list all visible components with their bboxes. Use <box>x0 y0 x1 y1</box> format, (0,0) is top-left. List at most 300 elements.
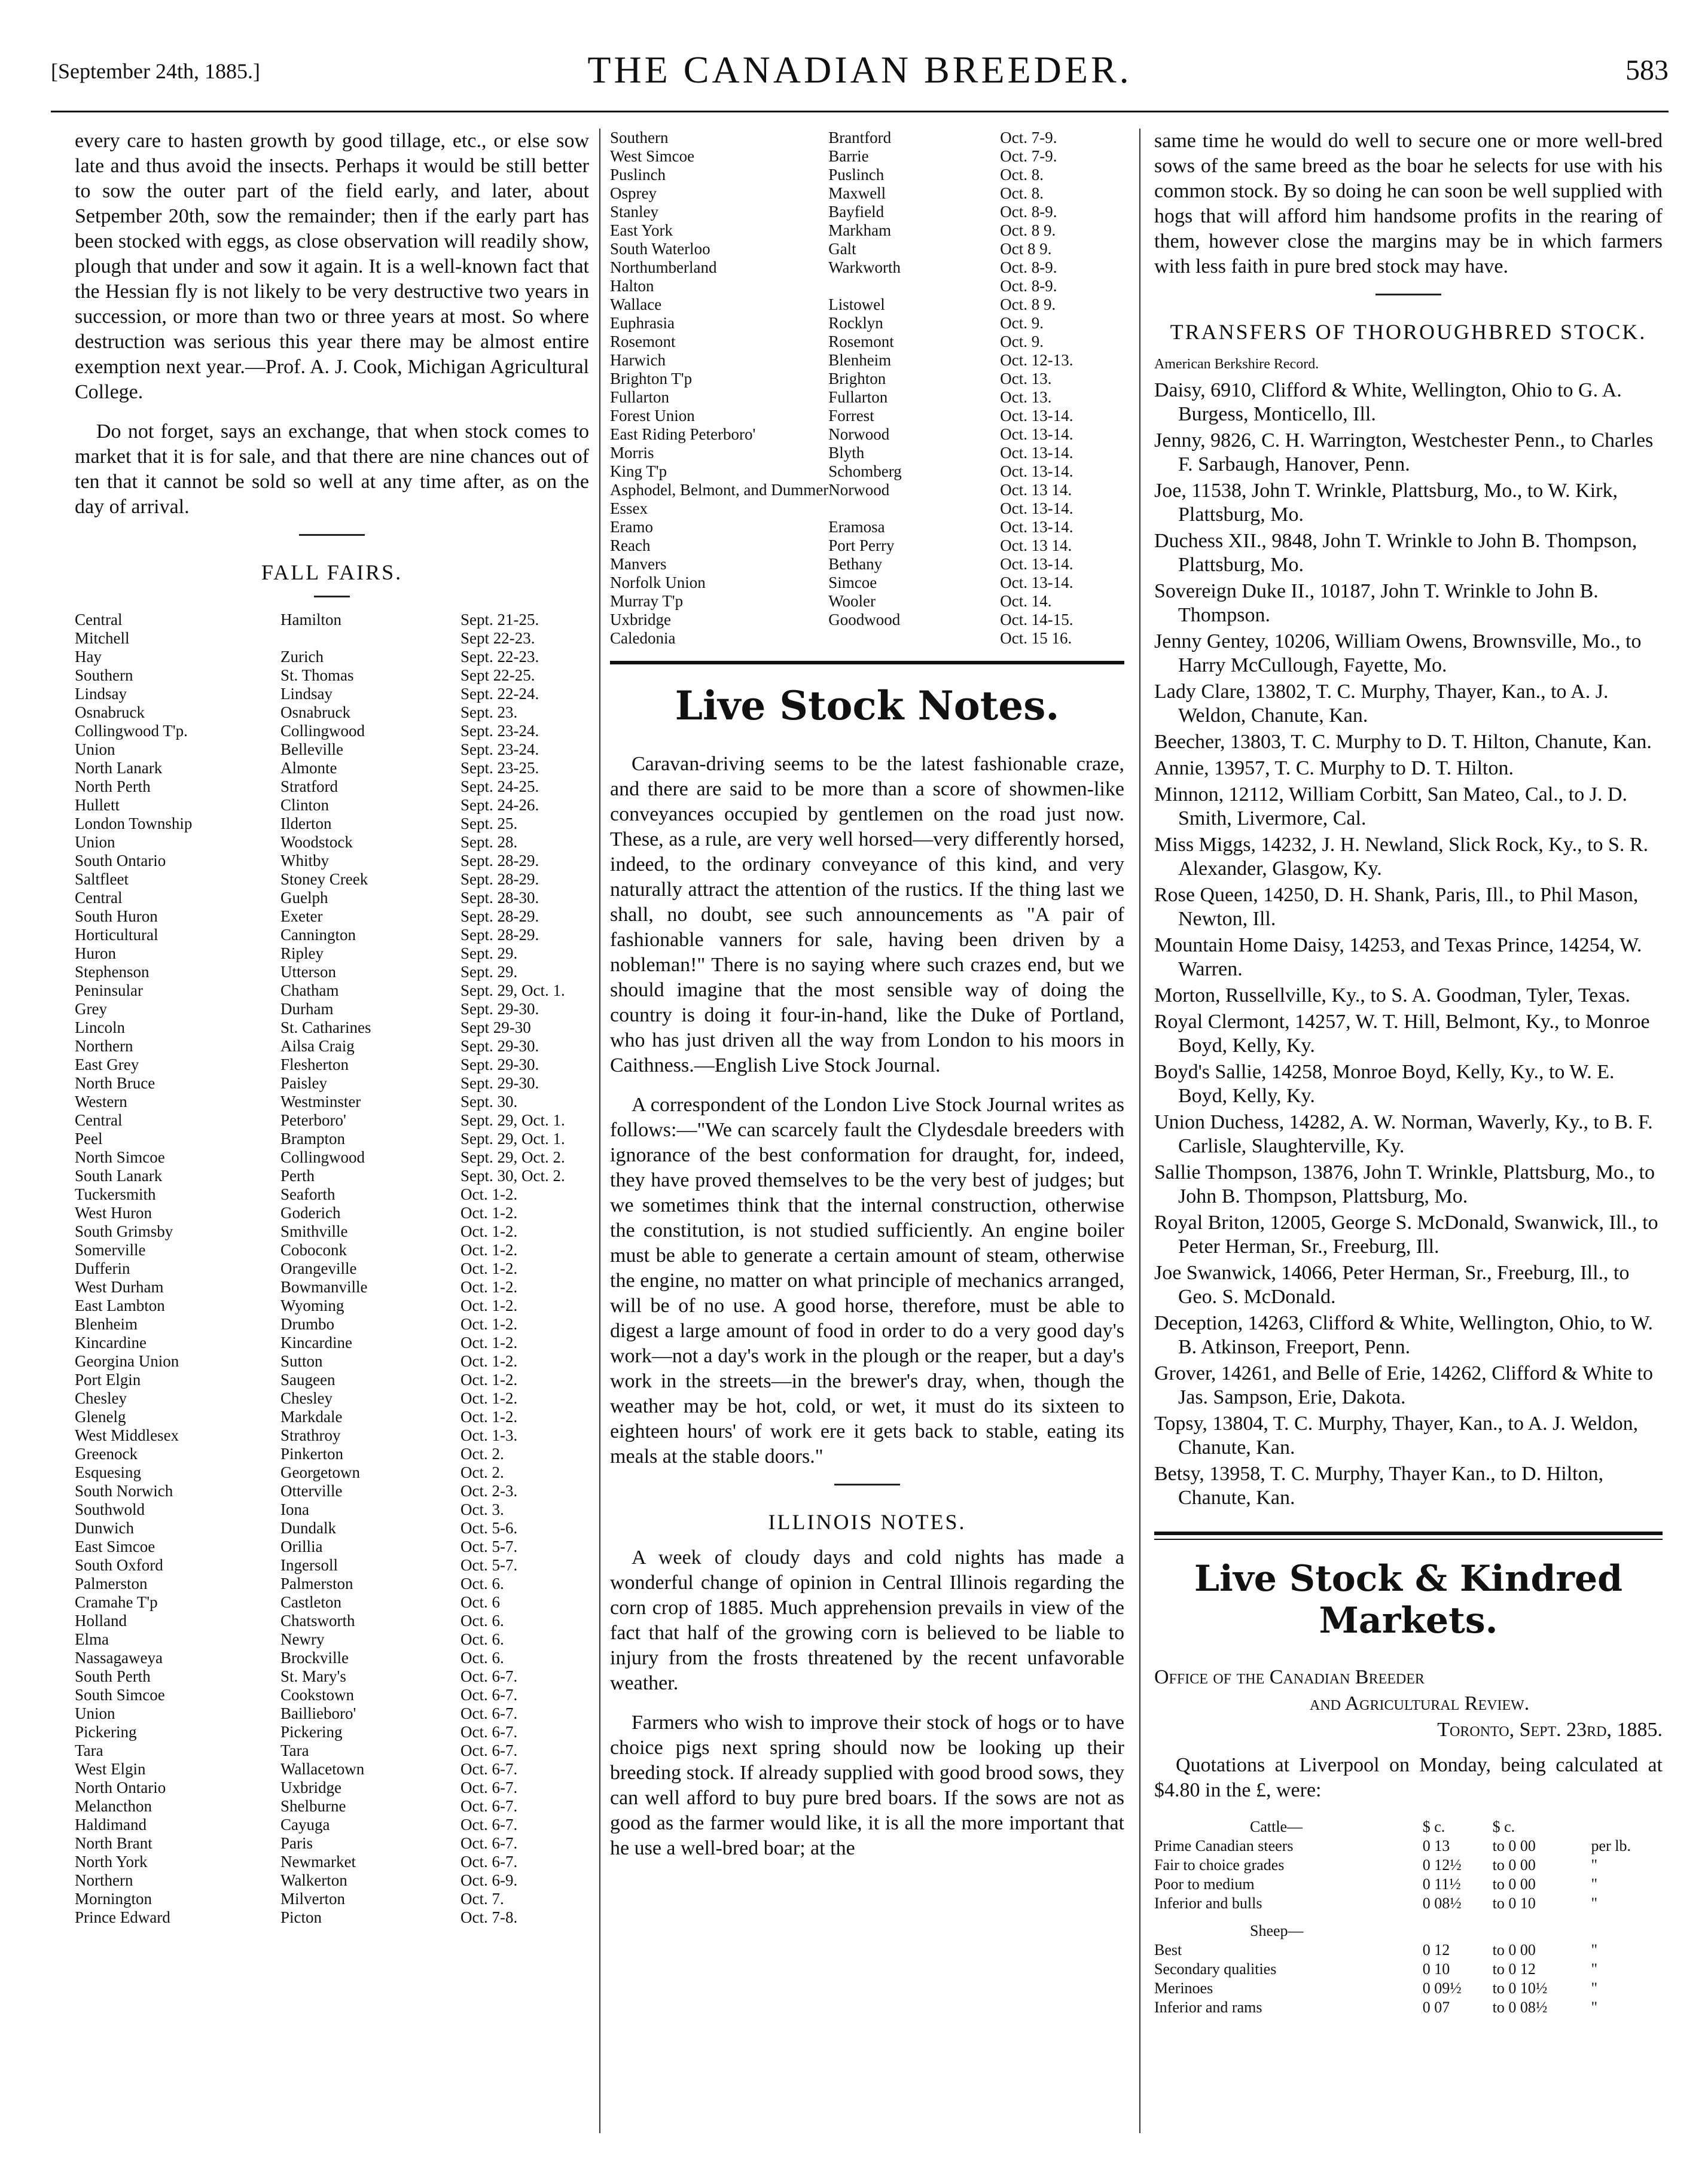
fair-row <box>75 796 589 815</box>
fair-society: North Perth <box>75 777 151 795</box>
fair-town: Baillieboro' <box>280 1704 356 1722</box>
fair-town: Warkworth <box>828 258 901 276</box>
fair-row <box>75 759 589 777</box>
fair-date: Sept. 28-29. <box>460 926 539 944</box>
fair-society: Forest Union <box>610 407 695 425</box>
fair-society: Stephenson <box>75 963 150 981</box>
fair-date: Oct. 9. <box>1000 333 1044 350</box>
fair-row <box>75 1667 589 1686</box>
fair-row <box>75 1779 589 1797</box>
fair-date: Oct. 6. <box>460 1575 504 1593</box>
fair-row <box>75 1371 589 1389</box>
fairs-table-continued <box>610 129 1124 648</box>
fair-town: Tara <box>280 1741 309 1759</box>
fair-row <box>75 1167 589 1185</box>
fair-society: Port Elgin <box>75 1371 141 1389</box>
fair-date: Oct. 1-2. <box>460 1222 518 1240</box>
fair-row <box>610 518 1124 536</box>
fair-row <box>75 1352 589 1371</box>
fair-society: Somerville <box>75 1241 146 1259</box>
fair-society: South Simcoe <box>75 1686 165 1704</box>
fair-town: Collingwood <box>280 722 365 740</box>
fair-row <box>75 1871 589 1890</box>
fair-row <box>75 1426 589 1445</box>
transfer-entry: Annie, 13957, T. C. Murphy to D. T. Hilton. <box>1154 757 1514 779</box>
section-divider <box>314 596 350 597</box>
fair-date: Oct. 8. <box>1000 184 1044 202</box>
transfer-entry: Boyd's Sallie, 14258, Monroe Boyd, Kelly, Ky., to W. E. Boyd, Kelly, Ky. <box>1154 1061 1615 1107</box>
fair-date: Oct. 6. <box>460 1630 504 1648</box>
fair-society: North York <box>75 1853 148 1871</box>
fair-town: Bowmanville <box>280 1278 368 1296</box>
fair-town: Milverton <box>280 1890 345 1908</box>
price-low: 0 08½ <box>1422 1895 1462 1912</box>
fall-fairs-heading: FALL FAIRS. <box>261 560 403 584</box>
cattle-row <box>1154 1875 1663 1894</box>
fair-row <box>75 1575 589 1593</box>
fair-town: St. Mary's <box>280 1667 346 1685</box>
newspaper-title: THE CANADIAN BREEDER. <box>587 48 1132 91</box>
column-2 <box>610 129 1124 2145</box>
fair-town: Shelburne <box>280 1797 346 1815</box>
fair-row <box>75 740 589 759</box>
transfer-entry: Grover, 14261, and Belle of Erie, 14262, Clifford & White to Jas. Sampson, Erie, Dakota. <box>1154 1362 1653 1408</box>
fair-society: Western <box>75 1093 127 1111</box>
page-number: 583 <box>1625 54 1669 86</box>
fair-date: Sept. 29, Oct. 1. <box>460 1130 565 1148</box>
price-header: $ c. <box>1422 1818 1445 1835</box>
fair-society: Peninsular <box>75 981 143 999</box>
fair-town: Palmerston <box>280 1575 353 1593</box>
fair-row <box>75 926 589 944</box>
office-line: Office of the Canadian Breeder <box>1154 1666 1425 1688</box>
fair-society: West Simcoe <box>610 147 695 165</box>
fair-town: Stratford <box>280 777 338 795</box>
fair-society: Mitchell <box>75 629 130 647</box>
fair-row <box>75 1741 589 1760</box>
fair-town: Ilderton <box>280 815 332 832</box>
fair-row <box>75 1686 589 1704</box>
sheep-row <box>1154 1979 1663 1998</box>
fair-town: Cannington <box>280 926 356 944</box>
fair-town: Norwood <box>828 425 890 443</box>
fair-town: Westminster <box>280 1093 361 1111</box>
section-divider <box>299 534 365 536</box>
fair-society: Dufferin <box>75 1259 130 1277</box>
fair-date: Sept. 29, Oct. 2. <box>460 1148 565 1166</box>
fair-society: Pickering <box>75 1723 137 1741</box>
fair-row <box>75 1074 589 1093</box>
fair-row <box>610 351 1124 370</box>
fair-town: Lindsay <box>280 685 333 703</box>
fair-date: Oct. 8-9. <box>1000 203 1057 221</box>
grade: Inferior and rams <box>1154 1999 1262 2016</box>
fair-date: Oct. 6. <box>460 1649 504 1667</box>
fair-row <box>75 1408 589 1426</box>
column-divider <box>1139 129 1140 2133</box>
fair-row <box>75 1000 589 1018</box>
fair-row <box>75 1259 589 1278</box>
transfer-entry: Jenny Gentey, 10206, William Owens, Brownsville, Mo., to Harry McCullough, Fayette, Mo. <box>1154 630 1642 676</box>
section-rule <box>610 661 1124 664</box>
fair-row <box>75 685 589 703</box>
fair-date: Oct. 6-7. <box>460 1853 518 1871</box>
fair-date: Sept. 22-23. <box>460 648 539 666</box>
fair-society: Caledonia <box>610 629 676 647</box>
fair-society: Asphodel, Belmont, and Dummer <box>610 481 829 499</box>
fair-society: Palmerston <box>75 1575 148 1593</box>
fair-society: King T'p <box>610 462 667 480</box>
fair-society: North Ontario <box>75 1779 166 1796</box>
fair-date: Sept 22-25. <box>460 666 535 684</box>
fair-date: Oct. 1-2. <box>460 1352 518 1370</box>
fair-town: Brampton <box>280 1130 345 1148</box>
fair-row <box>75 1797 589 1816</box>
fair-row <box>75 1593 589 1612</box>
fair-date: Sept. 28-30. <box>460 889 539 907</box>
fair-row <box>75 981 589 1000</box>
section-rule <box>1154 1539 1663 1540</box>
fair-town: Uxbridge <box>280 1779 341 1796</box>
fair-date: Oct. 1-2. <box>460 1259 518 1277</box>
fair-town: Stoney Creek <box>280 870 368 888</box>
fair-society: South Lanark <box>75 1167 163 1185</box>
article-continuation: every care to hasten growth by good tillage, etc., or else sow late and thus avoid the insects. Perhaps it would be still better to sow the outer part of the field early, and later, about Setpember 20th, sow the remainder; then if the early part has been stocked with eggs, as close observation will readily show, plough that under and sow it again. It is a well-known fact that the Hessian fly is not likely to be very destructive two years in succession, or more than two or three years at most. So where destruction was serious this year there may be almost entire exemption next year.—Prof. A. J. Cook, Michigan Agricultural College. <box>75 130 589 403</box>
price-low: 0 10 <box>1422 1960 1450 1978</box>
fair-society: Central <box>75 889 123 907</box>
transfer-entry: Union Duchess, 14282, A. W. Norman, Waverly, Ky., to B. F. Carlisle, Slaughterville, Ky. <box>1154 1111 1653 1157</box>
fair-town: Coboconk <box>280 1241 347 1259</box>
fair-date: Oct. 6-7. <box>460 1779 518 1796</box>
fair-date: Oct. 13-14. <box>1000 462 1073 480</box>
fair-date: Oct. 13-14. <box>1000 444 1073 462</box>
fair-date: Sept. 23. <box>460 703 518 721</box>
fair-row <box>75 870 589 889</box>
fair-town: Newmarket <box>280 1853 356 1871</box>
fair-town: Saugeen <box>280 1371 336 1389</box>
fair-date: Oct. 13 14. <box>1000 481 1072 499</box>
fair-date: Oct. 5-6. <box>460 1519 518 1537</box>
fair-date: Oct. 6-7. <box>460 1816 518 1834</box>
price-high: to 0 00 <box>1492 1875 1536 1893</box>
quotation-intro: Quotations at Liverpool on Monday, being calculated at $4.80 in the £, were: <box>1154 1754 1663 1801</box>
fair-date: Oct. 1-2. <box>460 1241 518 1259</box>
fairs-table <box>75 611 589 1927</box>
fair-town: Newry <box>280 1630 325 1648</box>
fair-date: Sept. 29. <box>460 963 518 981</box>
fair-town: Ailsa Craig <box>280 1037 355 1055</box>
live-stock-notes-heading: Live Stock Notes. <box>675 682 1060 729</box>
fair-date: Oct. 6-7. <box>460 1797 518 1815</box>
fair-date: Oct. 1-2. <box>460 1278 518 1296</box>
fair-date: Sept. 29-30. <box>460 1037 539 1055</box>
fair-date: Oct. 6-7. <box>460 1741 518 1759</box>
header-rule <box>51 111 1669 112</box>
fair-society: Tara <box>75 1741 103 1759</box>
fair-society: West Elgin <box>75 1760 146 1778</box>
fair-date: Sept 22-23. <box>460 629 535 647</box>
fair-row <box>75 1148 589 1167</box>
fair-row <box>75 1834 589 1853</box>
fair-date: Sept 29-30 <box>460 1018 531 1036</box>
fair-row <box>610 147 1124 166</box>
fair-town: Brighton <box>828 370 886 388</box>
fair-date: Sept. 24-25. <box>460 777 539 795</box>
illinois-notes-heading: ILLINOIS NOTES. <box>768 1510 966 1534</box>
fair-date: Oct. 13. <box>1000 388 1052 406</box>
fair-society: Rosemont <box>610 333 676 350</box>
fair-society: Union <box>75 740 115 758</box>
fair-town: Bethany <box>828 555 883 573</box>
fair-row <box>75 1816 589 1834</box>
fair-row <box>610 444 1124 462</box>
fair-society: Harwich <box>610 351 666 369</box>
fair-row <box>75 629 589 648</box>
fair-town <box>828 277 1000 295</box>
fair-society: South Norwich <box>75 1482 173 1500</box>
fair-row <box>610 555 1124 574</box>
fair-date: Sept. 29-30. <box>460 1000 539 1018</box>
fair-town: Pickering <box>280 1723 343 1741</box>
fair-society: South Huron <box>75 907 158 925</box>
fair-date: Oct. 7-9. <box>1000 147 1057 165</box>
fair-date: Sept. 30. <box>460 1093 518 1111</box>
price-high: to 0 10 <box>1492 1895 1536 1912</box>
price-high: to 0 00 <box>1492 1837 1536 1854</box>
fair-date: Oct. 1-2. <box>460 1408 518 1426</box>
fair-society: Cramahe T'p <box>75 1593 158 1611</box>
fair-date: Sept. 21-25. <box>460 611 539 629</box>
fair-town: Pinkerton <box>280 1445 343 1463</box>
fair-row <box>610 536 1124 555</box>
fair-row <box>75 1890 589 1908</box>
fair-row <box>75 1037 589 1056</box>
fair-society: Uxbridge <box>610 611 671 629</box>
unit: " <box>1591 1941 1598 1959</box>
fair-date: Oct 8 9. <box>1000 240 1052 258</box>
fair-date: Oct. 6-7. <box>460 1834 518 1852</box>
transfer-entry: Deception, 14263, Clifford & White, Wellington, Ohio, to W. B. Atkinson, Freeport, Penn. <box>1154 1312 1653 1358</box>
fair-town: Seaforth <box>280 1185 336 1203</box>
price-high: to 0 00 <box>1492 1941 1536 1959</box>
fair-date: Oct. 9. <box>1000 314 1044 332</box>
fair-row <box>75 1445 589 1463</box>
fair-row <box>610 166 1124 184</box>
fair-row <box>610 611 1124 629</box>
fair-date: Oct. 2-3. <box>460 1482 518 1500</box>
unit: " <box>1591 1856 1598 1874</box>
fair-row <box>75 666 589 685</box>
fair-society: Fullarton <box>610 388 669 406</box>
fair-row <box>75 1056 589 1074</box>
transfer-entry: Royal Briton, 12005, George S. McDonald, Swanwick, Ill., to Peter Herman, Sr., Freeburg, Ill. <box>1154 1212 1658 1258</box>
fair-town: Wyoming <box>280 1297 344 1314</box>
sheep-row <box>1154 1941 1663 1960</box>
fair-date: Oct. 1-2. <box>460 1297 518 1314</box>
fair-date: Oct. 6-7. <box>460 1686 518 1704</box>
fair-town <box>828 629 1000 648</box>
cattle-row <box>1154 1837 1663 1856</box>
fair-town: Zurich <box>280 648 324 666</box>
fair-society: Lindsay <box>75 685 127 703</box>
fair-town: Hamilton <box>280 611 341 629</box>
fair-society: Essex <box>610 499 648 517</box>
fair-town: Blenheim <box>828 351 892 369</box>
fair-date: Sept. 30, Oct. 2. <box>460 1167 565 1185</box>
fair-town: Cayuga <box>280 1816 330 1834</box>
fair-row <box>610 129 1124 147</box>
fair-row <box>610 574 1124 592</box>
fair-date: Oct. 13-14. <box>1000 407 1073 425</box>
fair-row <box>75 1334 589 1352</box>
fair-row <box>610 499 1124 518</box>
fair-town: Paris <box>280 1834 313 1852</box>
grade: Secondary qualities <box>1154 1960 1277 1978</box>
fair-town: Puslinch <box>828 166 884 184</box>
price-high: to 0 00 <box>1492 1856 1536 1874</box>
unit: " <box>1591 1895 1598 1912</box>
fair-row <box>75 1111 589 1130</box>
transfer-entry: Morton, Russellville, Ky., to S. A. Goodman, Tyler, Texas. <box>1154 984 1630 1006</box>
fair-town: Wooler <box>828 592 876 610</box>
fair-society: Greenock <box>75 1445 138 1463</box>
transfer-entry: Royal Clermont, 14257, W. T. Hill, Belmont, Ky., to Monroe Boyd, Kelly, Ky. <box>1154 1011 1650 1057</box>
fair-society: Osnabruck <box>75 703 145 721</box>
fair-row <box>75 1463 589 1482</box>
fair-row <box>610 481 1124 499</box>
fair-date: Oct. 7. <box>460 1890 504 1908</box>
fair-society: Stanley <box>610 203 658 221</box>
fair-town: Drumbo <box>280 1315 334 1333</box>
fair-town: Peterboro' <box>280 1111 346 1129</box>
fair-row <box>75 1853 589 1871</box>
fair-society: Northumberland <box>610 258 717 276</box>
fair-date: Oct. 7-9. <box>1000 129 1057 147</box>
fair-date: Oct. 8 9. <box>1000 221 1056 239</box>
fair-town: Belleville <box>280 740 343 758</box>
fair-date: Oct. 8-9. <box>1000 277 1057 295</box>
fair-town: Chesley <box>280 1389 333 1407</box>
fair-row <box>610 295 1124 314</box>
transfer-entry: Rose Queen, 14250, D. H. Shank, Paris, Ill., to Phil Mason, Newton, Ill. <box>1154 884 1639 930</box>
fair-society: East Simcoe <box>75 1538 155 1555</box>
fair-date: Sept. 29, Oct. 1. <box>460 981 565 999</box>
fair-town: Castleton <box>280 1593 341 1611</box>
fair-society: East Lambton <box>75 1297 165 1314</box>
fair-town: Orangeville <box>280 1259 357 1277</box>
fair-town: Barrie <box>828 147 869 165</box>
fair-society: Southern <box>610 129 669 147</box>
fair-society: East York <box>610 221 673 239</box>
fair-row <box>610 388 1124 407</box>
fair-date: Oct. 13-14. <box>1000 518 1073 536</box>
fair-date: Oct. 7-8. <box>460 1908 518 1926</box>
fair-society: Northern <box>75 1871 133 1889</box>
office-line: and Agricultural Review. <box>1310 1692 1530 1715</box>
fair-date: Sept. 23-25. <box>460 759 539 777</box>
fair-row <box>75 1093 589 1111</box>
fair-town: Galt <box>828 240 856 258</box>
fair-town: Norwood <box>828 481 890 499</box>
fair-date: Sept. 28-29. <box>460 852 539 870</box>
fair-town: Eramosa <box>828 518 885 536</box>
fair-date: Oct. 13-14. <box>1000 499 1073 517</box>
fair-row <box>610 258 1124 277</box>
price-high: to 0 08½ <box>1492 1999 1548 2016</box>
fair-row <box>75 1278 589 1297</box>
fair-row <box>610 184 1124 203</box>
fair-date: Oct. 1-2. <box>460 1334 518 1352</box>
fair-date: Oct. 1-2. <box>460 1389 518 1407</box>
fair-row <box>75 1018 589 1037</box>
fair-row <box>610 314 1124 333</box>
fair-date: Oct. 14. <box>1000 592 1052 610</box>
fair-row <box>75 963 589 981</box>
fair-row <box>610 370 1124 388</box>
fair-town: Paisley <box>280 1074 327 1092</box>
transfer-entry: Beecher, 13803, T. C. Murphy to D. T. Hilton, Chanute, Kan. <box>1154 731 1652 753</box>
fair-date: Oct. 13-14. <box>1000 555 1073 573</box>
fair-row <box>610 592 1124 611</box>
fair-town: Orillia <box>280 1538 323 1555</box>
fair-society: Georgina Union <box>75 1352 179 1370</box>
fair-date: Oct. 13. <box>1000 370 1052 388</box>
fair-society: Holland <box>75 1612 127 1630</box>
markets-heading: Live Stock & Kindred Markets. <box>1194 1558 1623 1642</box>
fair-society: Morris <box>610 444 654 462</box>
fair-date: Oct. 13 14. <box>1000 536 1072 554</box>
sheep-label: Sheep— <box>1250 1922 1304 1939</box>
grade: Prime Canadian steers <box>1154 1837 1294 1854</box>
fair-town: Goodwood <box>828 611 901 629</box>
fair-town: Smithville <box>280 1222 348 1240</box>
fair-row <box>75 1297 589 1315</box>
fair-society: Norfolk Union <box>610 574 706 591</box>
fair-row <box>610 221 1124 240</box>
fair-row <box>75 648 589 666</box>
fair-row <box>75 1538 589 1556</box>
fair-town: Listowel <box>828 295 885 313</box>
fair-town: Schomberg <box>828 462 902 480</box>
section-divider <box>834 1484 900 1485</box>
fair-date: Oct. 2. <box>460 1463 504 1481</box>
fair-row <box>75 1760 589 1779</box>
fair-town: Sutton <box>280 1352 323 1370</box>
fair-town: Iona <box>280 1500 309 1518</box>
fair-society: Saltfleet <box>75 870 129 888</box>
exchange-paragraph: Do not forget, says an exchange, that when stock comes to market that it is for sale, and that there are nine chances out of ten that it cannot be sold so well at any time after, as on the day of arrival. <box>75 420 589 518</box>
fair-row <box>75 1704 589 1723</box>
fair-society: Melancthon <box>75 1797 152 1815</box>
fair-row <box>75 889 589 907</box>
fair-row <box>610 462 1124 481</box>
fair-society: Puslinch <box>610 166 666 184</box>
price-low: 0 12 <box>1422 1941 1450 1959</box>
fair-society: Prince Edward <box>75 1908 170 1926</box>
fair-society: South Ontario <box>75 852 166 870</box>
fair-society: Elma <box>75 1630 109 1648</box>
fair-town: Utterson <box>280 963 336 981</box>
fair-society: Lincoln <box>75 1018 125 1036</box>
fair-town: Port Perry <box>828 536 895 554</box>
fair-date: Oct. 3. <box>460 1500 504 1518</box>
fair-row <box>75 1241 589 1259</box>
fair-town: Perth <box>280 1167 315 1185</box>
sheep-row <box>1154 1998 1663 2017</box>
price-header: $ c. <box>1492 1818 1515 1835</box>
transfers-heading: TRANSFERS OF THOROUGHBRED STOCK. <box>1170 320 1647 344</box>
grade: Poor to medium <box>1154 1875 1255 1893</box>
